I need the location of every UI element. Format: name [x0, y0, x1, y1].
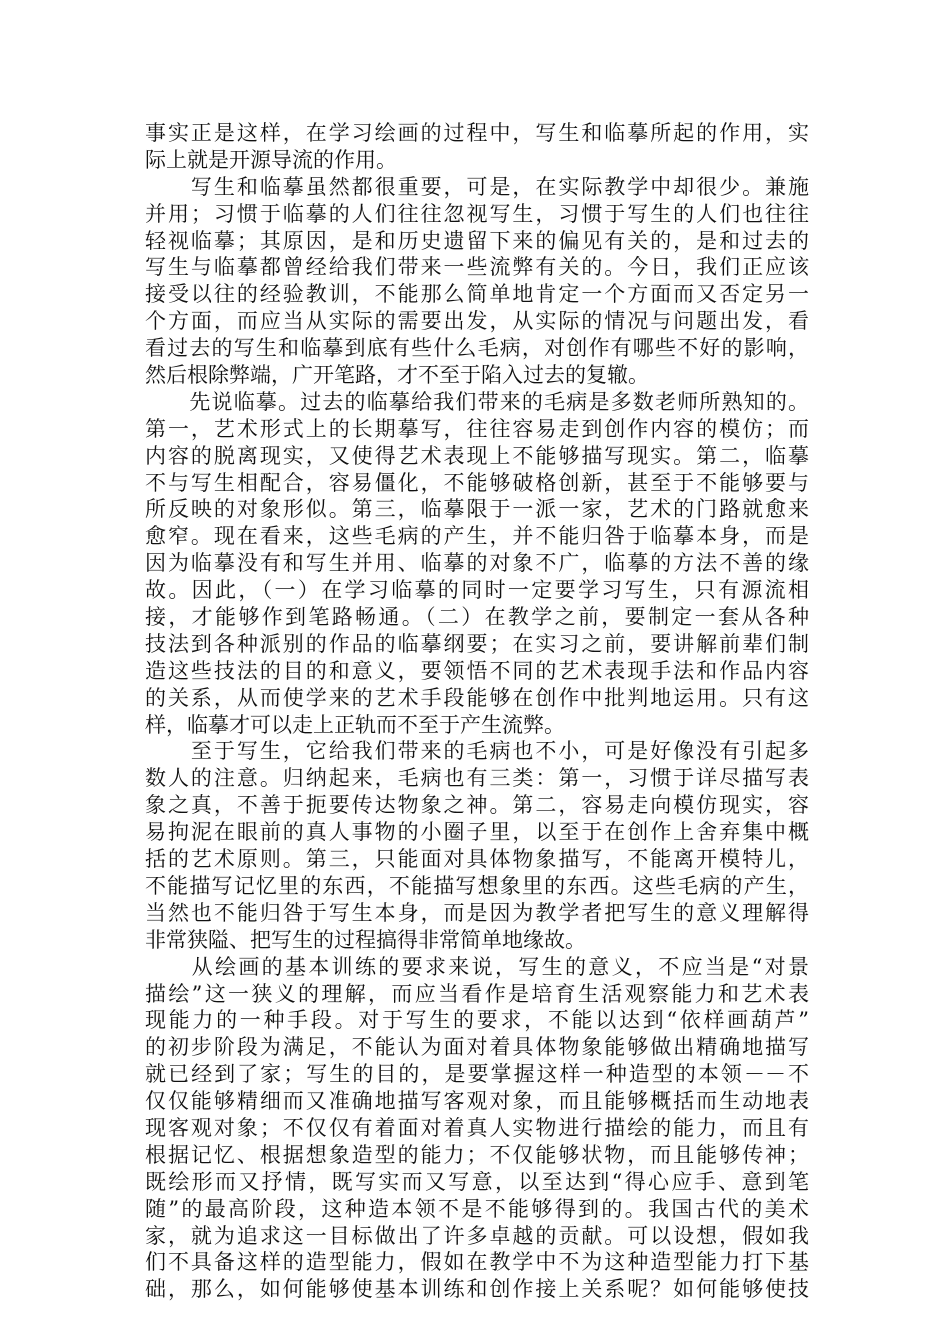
- paragraph-3: [145, 389, 809, 739]
- paragraph-5: [145, 954, 809, 1304]
- text-line: 先说临摹。过去的临摹给我们带来的毛病是多数老师所熟知的。: [145, 389, 809, 414]
- paragraph-4: [145, 738, 809, 953]
- text-line: 既绘形而又抒情，既写实而又写意，以至达到“得心应手、意到笔: [145, 1169, 809, 1194]
- text-line: 随”的最高阶段，这种造本领不是不能够得到的。我国古代的美术: [145, 1196, 809, 1221]
- text-line: 不能描写记忆里的东西，不能描写想象里的东西。这些毛病的产生，: [145, 873, 809, 898]
- text-line: 非常狭隘、把写生的过程搞得非常简单地缘故。: [145, 927, 586, 952]
- text-line: 愈窄。现在看来，这些毛病的产生，并不能归咎于临摹本身，而是: [145, 524, 809, 549]
- text-line: 就已经到了家；写生的目的，是要掌握这样一种造型的本领－－不: [145, 1062, 809, 1087]
- text-line: 际上就是开源导流的作用。: [145, 147, 397, 172]
- text-line: 不与写生相配合，容易僵化，不能够破格创新，甚至于不能够要与: [145, 470, 809, 495]
- text-line: 础，那么，如何能够使基本训练和创作接上关系呢？如何能够使技: [145, 1277, 809, 1302]
- text-line: 的初步阶段为满足，不能认为面对着具体物象能够做出精确地描写: [145, 1035, 809, 1060]
- text-line: 样，临摹才可以走上正轨而不至于产生流弊。: [145, 712, 565, 737]
- text-line: 造这些技法的目的和意义，要领悟不同的艺术表现手法和作品内容: [145, 658, 809, 683]
- text-line: 看过去的写生和临摹到底有些什么毛病，对创作有哪些不好的影响，: [145, 336, 809, 361]
- text-line: 并用；习惯于临摹的人们往往忽视写生，习惯于写生的人们也往往: [145, 201, 809, 226]
- text-line: 接受以往的经验教训，不能那么简单地肯定一个方面而又否定另一: [145, 282, 809, 307]
- text-line: 第一，艺术形式上的长期摹写，往往容易走到创作内容的模仿；而: [145, 416, 809, 441]
- paragraph-2: [145, 174, 809, 389]
- text-line: 描绘”这一狭义的理解，而应当看作是培育生活观察能力和艺术表: [145, 981, 809, 1006]
- text-line: 现能力的一种手段。对于写生的要求，不能以达到“依样画葫芦”: [145, 1008, 809, 1033]
- text-line: 写生与临摹都曾经给我们带来一些流弊有关的。今日，我们正应该: [145, 255, 809, 280]
- text-line: 写生和临摹虽然都很重要，可是，在实际教学中却很少。兼施: [145, 174, 809, 199]
- text-line: 易拘泥在眼前的真人事物的小圈子里，以至于在创作上舍弃集中概: [145, 820, 809, 845]
- text-line: 根据记忆、根据想象造型的能力；不仅能够状物，而且能够传神；: [145, 1142, 809, 1167]
- text-line: 仅仅能够精细而又准确地描写客观对象，而且能够概括而生动地表: [145, 1089, 809, 1114]
- text-line: 家，就为追求这一目标做出了许多卓越的贡献。可以设想，假如我: [145, 1223, 809, 1248]
- text-line: 事实正是这样，在学习绘画的过程中，写生和临摹所起的作用，实: [145, 121, 809, 145]
- text-line: 的关系，从而使学来的艺术手段能够在创作中批判地运用。只有这: [145, 685, 809, 710]
- text-line: 接，才能够作到笔路畅通。（二）在教学之前，要制定一套从各种: [145, 605, 809, 630]
- text-line: 象之真，不善于扼要传达物象之神。第二，容易走向模仿现实，容: [145, 793, 809, 818]
- text-line: 然后根除弊端，广开笔路，才不至于陷入过去的复辙。: [145, 363, 649, 388]
- text-line: 括的艺术原则。第三，只能面对具体物象描写，不能离开模特儿，: [145, 847, 809, 872]
- text-line: 现客观对象；不仅仅有着面对着真人实物进行描绘的能力，而且有: [145, 1115, 809, 1140]
- text-line: 因为临摹没有和写生并用、临摹的对象不广，临摹的方法不善的缘: [145, 551, 809, 576]
- text-line: 轻视临摹；其原因，是和历史遗留下来的偏见有关的，是和过去的: [145, 228, 809, 253]
- text-line: 从绘画的基本训练的要求来说，写生的意义，不应当是“对景: [145, 954, 809, 979]
- text-line: 数人的注意。归纳起来，毛病也有三类：第一，习惯于详尽描写表: [145, 766, 809, 791]
- text-line: 内容的脱离现实，又使得艺术表现上不能够描写现实。第二，临摹: [145, 443, 809, 468]
- document-page: [145, 120, 809, 1303]
- text-line: 故。因此，（一）在学习临摹的同时一定要学习写生，只有源流相: [145, 578, 809, 603]
- text-line: 技法到各种派别的作品的临摹纲要；在实习之前，要讲解前辈们制: [145, 631, 809, 656]
- text-line: 们不具备这样的造型能力，假如在教学中不为这种造型能力打下基: [145, 1250, 809, 1275]
- text-line: 个方面，而应当从实际的需要出发，从实际的情况与问题出发，看: [145, 309, 809, 334]
- text-line: 所反映的对象形似。第三，临摹限于一派一家，艺术的门路就愈来: [145, 497, 809, 522]
- text-line: 至于写生，它给我们带来的毛病也不小，可是好像没有引起多: [145, 739, 809, 764]
- text-line: 当然也不能归咎于写生本身，而是因为教学者把写生的意义理解得: [145, 900, 809, 925]
- paragraph-1: [145, 120, 809, 174]
